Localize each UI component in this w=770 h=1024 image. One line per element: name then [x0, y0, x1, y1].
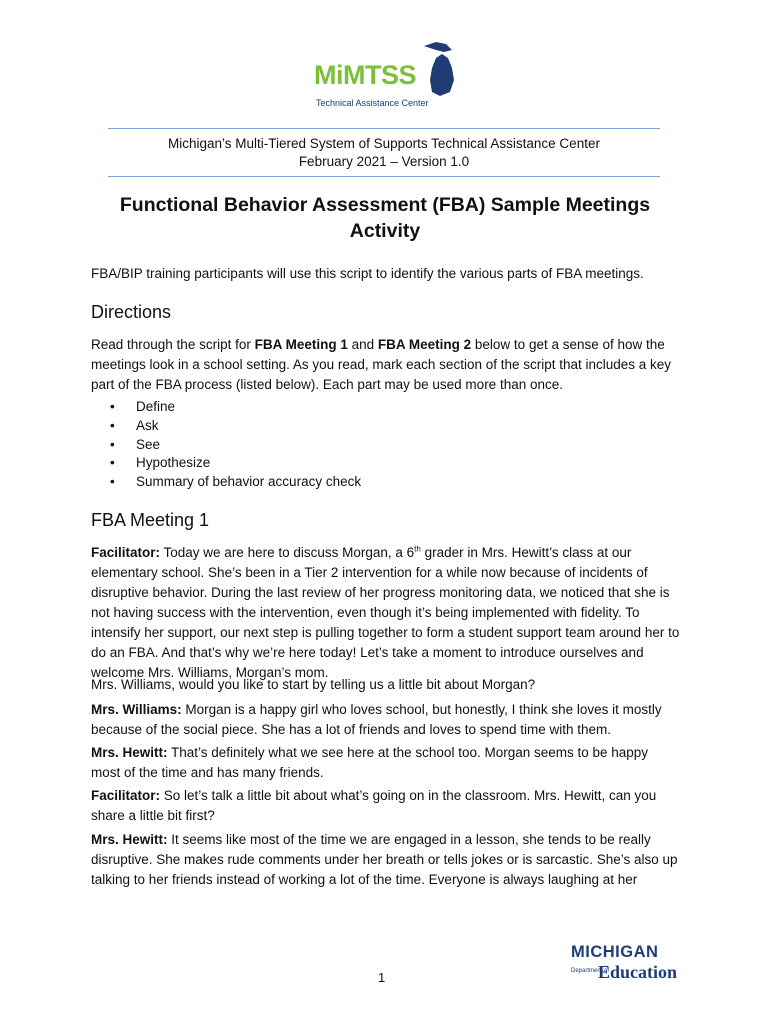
list-item-label: Hypothesize — [136, 455, 211, 471]
bullet-icon: • — [110, 436, 115, 452]
directions-text-before: Read through the script for — [91, 337, 255, 352]
meeting1-paragraph-5 — [91, 786, 681, 826]
speaker-label: Mrs. Hewitt: — [91, 745, 168, 760]
header-bottom-rule — [108, 176, 660, 177]
michigan-education-logo — [571, 943, 683, 987]
list-item — [110, 417, 361, 436]
logo-subtitle: Technical Assistance Center — [316, 98, 429, 108]
mde-logo-bottom: Education — [598, 962, 678, 982]
list-item-label: Ask — [136, 417, 159, 433]
meeting1-paragraph-3 — [91, 700, 681, 740]
directions-text-after: below to get a sense of how the meetings look in a school setting. As you read, mark each section of the script that includes a key part of the FBA process (listed below). Each part may be used more than once. — [91, 337, 672, 392]
meeting1-heading: FBA Meeting 1 — [91, 510, 210, 530]
speaker-label: Mrs. Hewitt: — [91, 832, 168, 847]
meeting1-paragraph-1 — [91, 543, 681, 683]
list-item — [110, 436, 361, 455]
speaker-label: Facilitator: — [91, 545, 161, 560]
paragraph-text: So let’s talk a little bit about what’s going on in the classroom. Mrs. Hewitt, can you share a little bit first? — [91, 788, 657, 823]
list-item — [110, 398, 361, 417]
bullet-icon: • — [110, 455, 115, 471]
directions-heading: Directions — [91, 302, 172, 322]
michigan-map-icon — [422, 40, 462, 102]
bullet-icon: • — [110, 474, 115, 490]
directions-text — [91, 335, 681, 395]
list-item — [110, 454, 361, 473]
paragraph-text: Today we are here to discuss Morgan, a 6 — [160, 545, 415, 560]
paragraph-text: It seems like most of the time we are engaged in a lesson, she tends to be really disruptive. She makes rude comments under her breath or tells jokes or is sarcastic. She’s also up talking to her friends instead of working a lot of the time. Everyone is always laughing at her — [91, 832, 678, 887]
mimtss-logo — [300, 40, 470, 112]
title-line-2: Activity — [349, 220, 421, 242]
header-top-rule — [108, 128, 660, 129]
list-item-label: Summary of behavior accuracy check — [136, 474, 362, 490]
bullet-icon: • — [110, 399, 115, 414]
mde-logo-top: MICHIGAN — [571, 943, 659, 961]
list-item-label: Define — [136, 399, 176, 414]
paragraph-text: grader in Mrs. Hewitt’s class at our elementary school. She’s been in a Tier 2 intervention for a while now because of incidents of disruptive behavior. During the last review of her progress monitoring data, we noticed that she is not having success with the intervention, even though it’s being implemented with fidelity. To intensify her support, our next step is pulling together to form a student support team around her to do an FBA. And that’s why we’re here today! Let’s take a moment to introduce ourselves and welcome Mrs. Williams, Morgan’s mom. — [91, 545, 680, 680]
fba-parts-list — [110, 398, 361, 492]
meeting1-paragraph-6 — [91, 830, 681, 890]
header-org: Michigan’s Multi-Tiered System of Supports Technical Assistance Center — [168, 136, 600, 151]
meeting1-paragraph-4 — [91, 743, 681, 783]
mde-logo-dept: Department of — [571, 968, 610, 974]
intro-text: FBA/BIP training participants will use this script to identify the various parts of FBA meetings. — [91, 266, 644, 281]
title-line-1: Functional Behavior Assessment (FBA) Sample Meetings — [119, 194, 651, 216]
logo-name: MiMTSS — [314, 60, 416, 90]
meeting1-paragraph-2: Mrs. Williams, would you like to start by telling us a little bit about Morgan? — [91, 677, 536, 692]
ordinal-suffix: th — [414, 544, 421, 554]
list-item-label: See — [136, 436, 161, 452]
paragraph-text: Morgan is a happy girl who loves school, but honestly, I think she loves it mostly because of the social piece. She has a lot of friends and loves to spend time with them. — [91, 702, 662, 737]
bullet-icon: • — [110, 417, 115, 433]
directions-text-mid: and — [347, 337, 378, 352]
directions-bold-meeting2: FBA Meeting 2 — [377, 337, 472, 352]
paragraph-text: That’s definitely what we see here at the school too. Morgan seems to be happy most of the time and has many friends. — [91, 745, 649, 780]
directions-bold-meeting1: FBA Meeting 1 — [254, 337, 348, 352]
page-title — [90, 192, 680, 244]
speaker-label: Mrs. Williams: — [91, 702, 182, 717]
speaker-label: Facilitator: — [91, 788, 161, 803]
page-number: 1 — [378, 970, 386, 985]
list-item — [110, 473, 361, 492]
header-date-version: February 2021 – Version 1.0 — [298, 154, 470, 169]
